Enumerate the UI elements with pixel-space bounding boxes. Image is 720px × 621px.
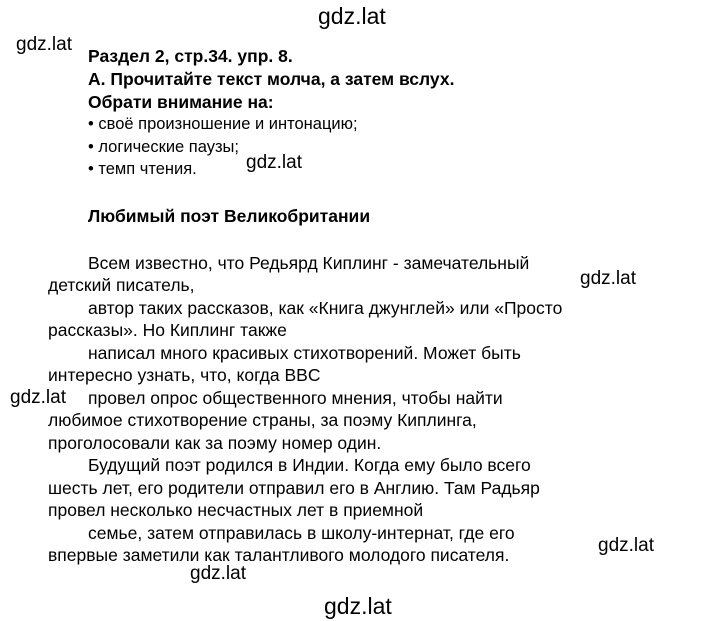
attention-line: Обрати внимание на: xyxy=(88,92,274,112)
text-line: Будущий поэт родился в Индии. Когда ему было всего xyxy=(88,455,531,475)
watermark-bottom: gdz.lat xyxy=(324,593,392,619)
text-line: провел несколько несчастных лет в приемной xyxy=(48,500,424,520)
text-line: проголосовали как за поэму номер один. xyxy=(48,433,382,453)
text-line: детский писатель, xyxy=(48,275,195,295)
text-line: семье, затем отправилась в школу-интернат, где его xyxy=(88,523,515,543)
text-title: Любимый поэт Великобритании xyxy=(88,206,371,226)
watermark-left-top: gdz.lat xyxy=(16,34,72,55)
section-line: Раздел 2, стр.34. упр. 8. xyxy=(88,46,293,66)
bullet-item: • своё произношение и интонацию; xyxy=(88,115,358,133)
text-line: впервые заметили как талантливого молодого писателя. xyxy=(48,545,510,565)
text-line: Всем известно, что Редьярд Киплинг - замечательный xyxy=(88,253,530,273)
watermark-left-mid: gdz.lat xyxy=(10,387,66,408)
text-line: интересно узнать, что, когда BBC xyxy=(48,365,321,385)
watermark-top: gdz.lat xyxy=(318,3,386,29)
text-line: любимое стихотворение страны, за поэму Киплинга, xyxy=(48,410,477,430)
task-line: А. Прочитайте текст молча, а затем вслух. xyxy=(88,69,455,89)
watermark-center: gdz.lat xyxy=(246,152,302,173)
watermark-right-mid: gdz.lat xyxy=(580,268,636,289)
bullet-item: • логические паузы; xyxy=(88,138,239,156)
bullet-item: • темп чтения. xyxy=(88,160,197,178)
text-line: написал много красивых стихотворений. Может быть xyxy=(88,343,521,363)
text-line: рассказы». Но Киплинг также xyxy=(48,320,287,340)
watermark-bottom-left: gdz.lat xyxy=(190,563,246,584)
watermark-right-bottom: gdz.lat xyxy=(598,535,654,556)
text-line: автор таких рассказов, как «Книга джунглей» или «Просто xyxy=(88,298,563,318)
text-line: шесть лет, его родители отправил его в Англию. Там Радьяр xyxy=(48,478,540,498)
text-line: провел опрос общественного мнения, чтобы найти xyxy=(88,388,503,408)
